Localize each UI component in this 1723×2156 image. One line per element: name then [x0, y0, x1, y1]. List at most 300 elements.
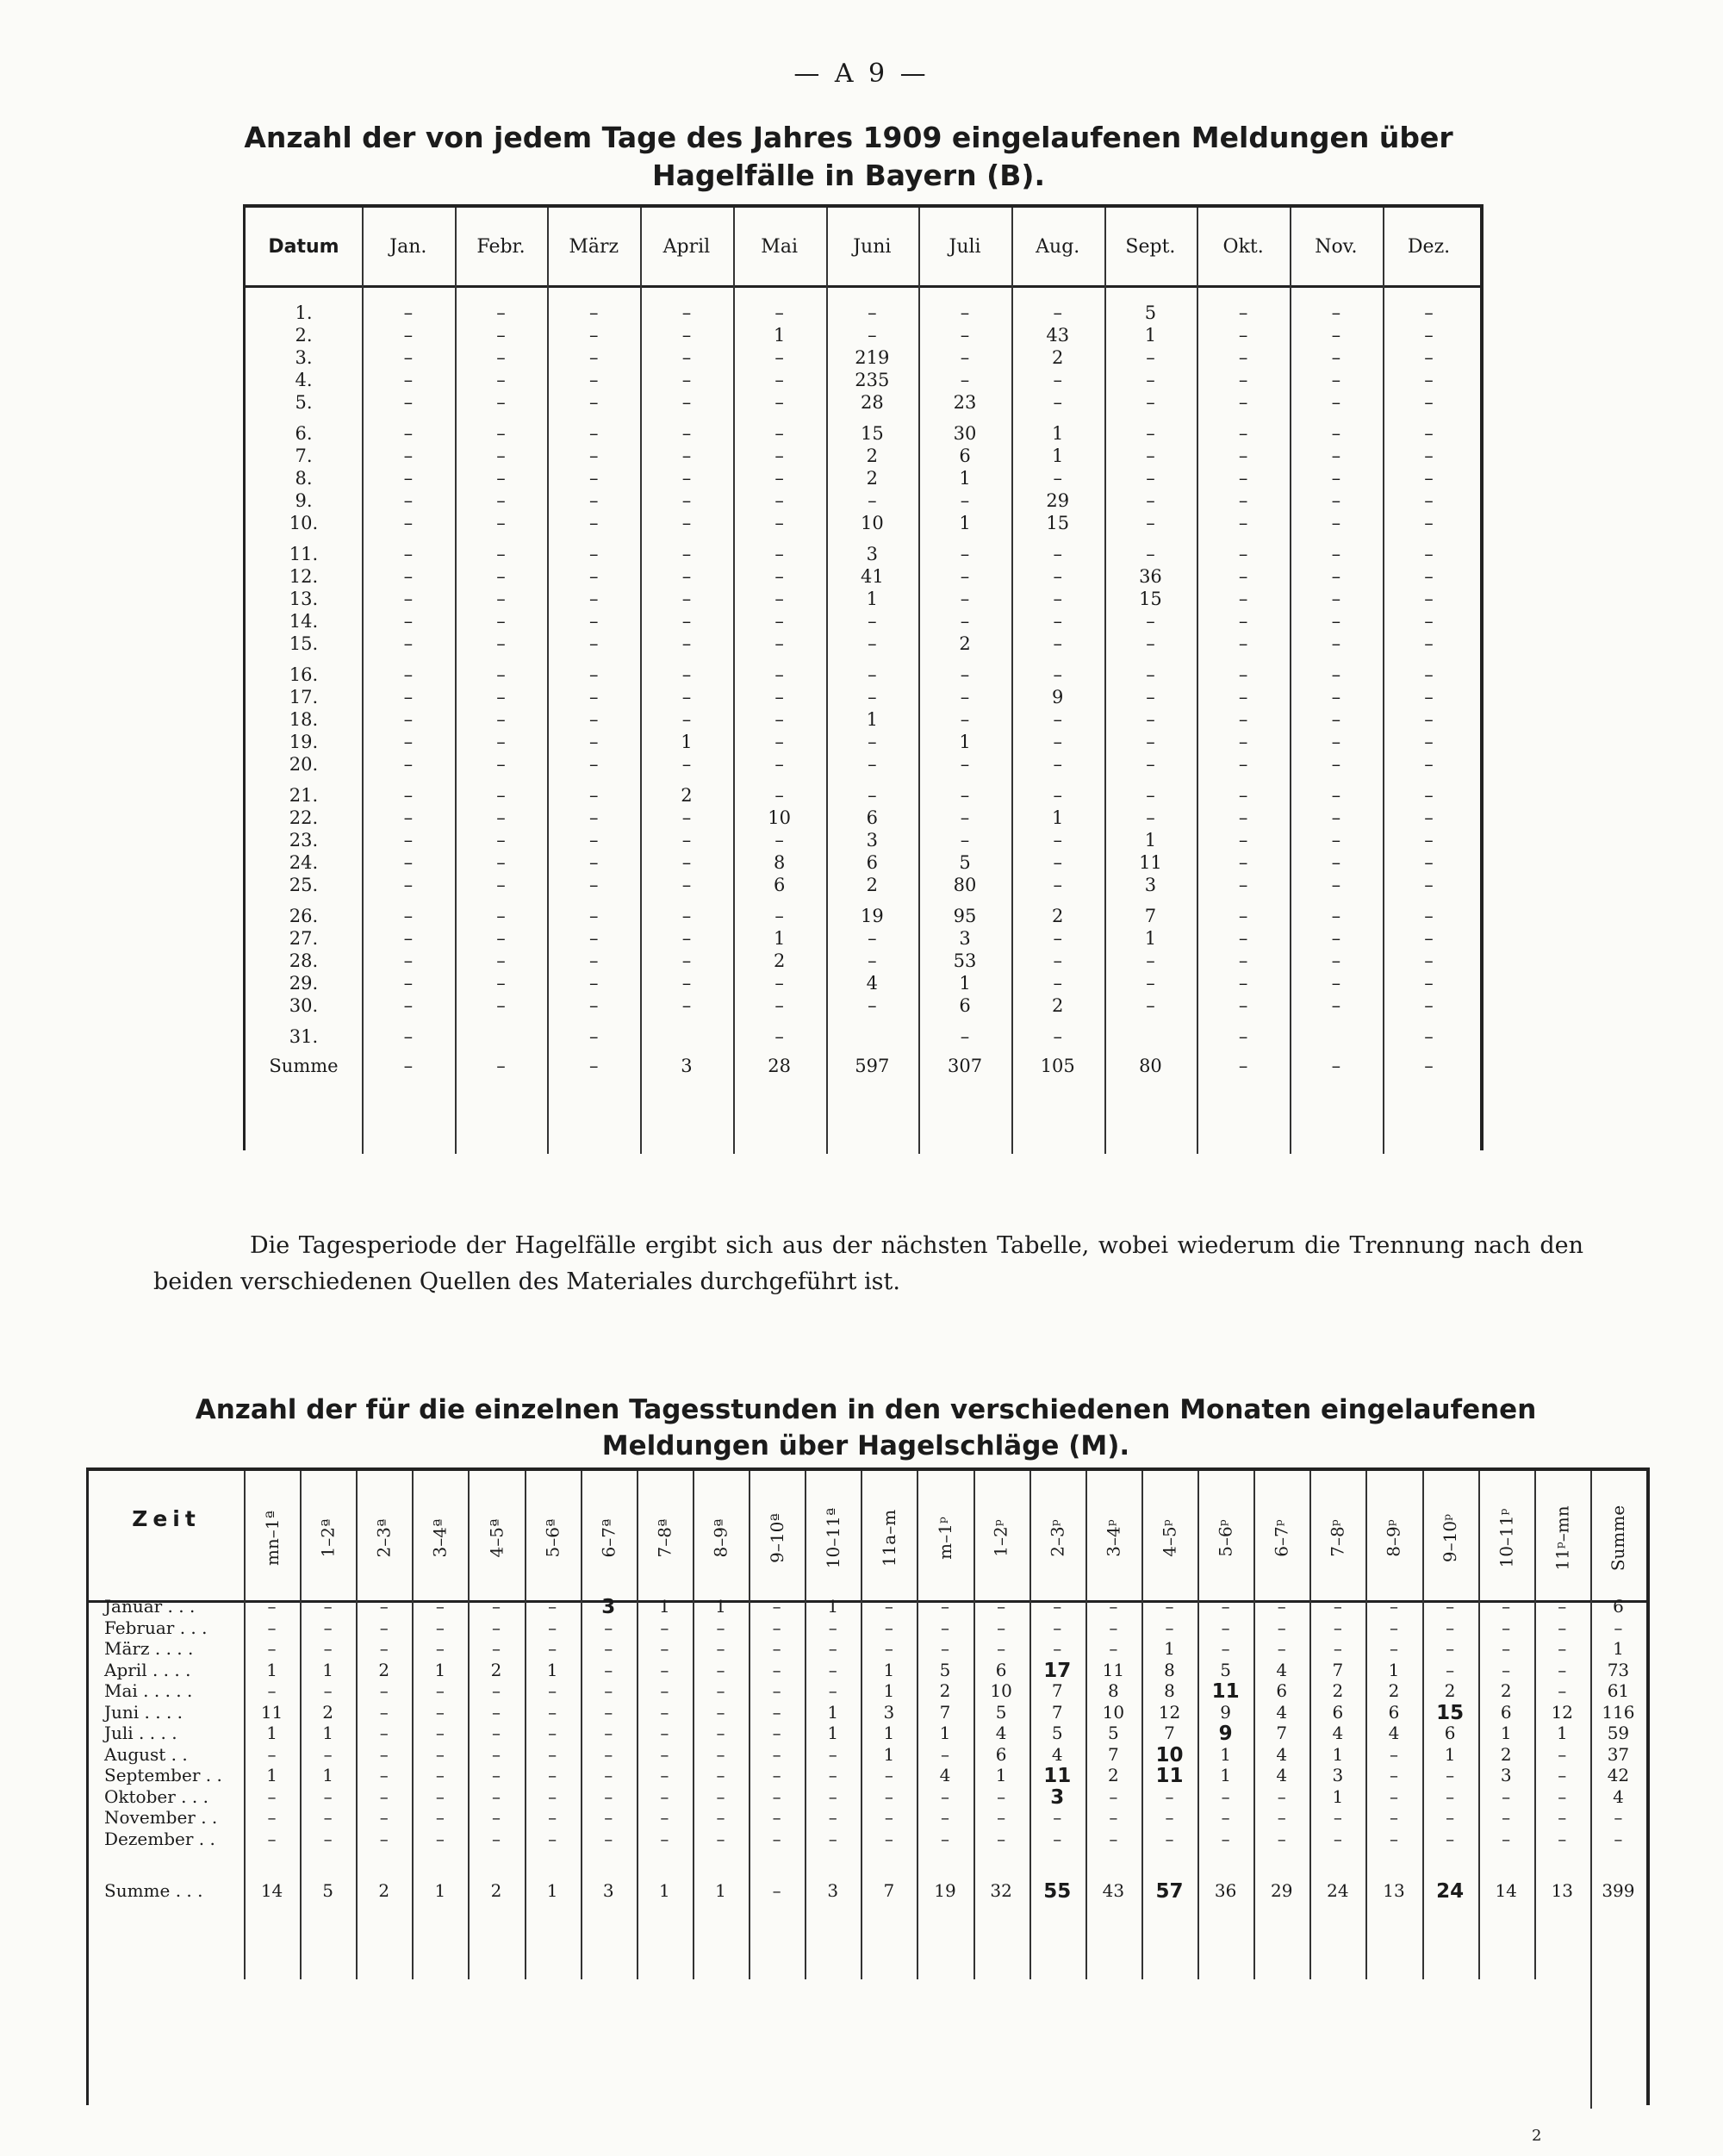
- month-label: Summe . . .: [104, 1880, 203, 1901]
- table-cell: –: [1053, 566, 1062, 587]
- table-cell: –: [548, 1765, 557, 1785]
- table-cell: 80: [1139, 1056, 1162, 1076]
- table-cell: –: [1331, 347, 1341, 368]
- table-cell: 1: [1144, 830, 1157, 851]
- table-cell: –: [1053, 709, 1062, 730]
- table-cell: –: [660, 1701, 669, 1723]
- table-cell: 3: [959, 928, 971, 949]
- table-cell: –: [435, 1785, 445, 1807]
- table-cell: –: [496, 950, 506, 971]
- table-cell: –: [588, 1056, 599, 1076]
- table-cell: –: [1389, 1765, 1398, 1785]
- table-cell: –: [997, 1807, 1006, 1828]
- table-cell: –: [1146, 785, 1155, 806]
- table-cell: –: [681, 302, 692, 323]
- table-cell: –: [774, 785, 784, 806]
- table-cell: –: [403, 875, 414, 895]
- table-cell: –: [403, 302, 414, 323]
- table-cell: 10: [768, 807, 791, 828]
- table-cell: –: [1238, 687, 1248, 707]
- table-cell: –: [403, 325, 414, 346]
- hour-label: 9–10ª: [766, 1513, 787, 1563]
- table-cell: 10: [1102, 1701, 1125, 1723]
- table-cell: –: [1053, 468, 1062, 489]
- table-cell: –: [1331, 325, 1341, 346]
- table-cell: –: [1238, 906, 1248, 926]
- table-cell: 10: [990, 1680, 1012, 1701]
- table-cell: –: [681, 973, 692, 994]
- table-cell: –: [774, 709, 784, 730]
- table-cell: –: [604, 1701, 613, 1723]
- table-cell: –: [772, 1638, 781, 1659]
- table-cell: –: [868, 490, 877, 511]
- table-cell: –: [496, 709, 506, 730]
- day-label: 24.: [289, 852, 319, 873]
- table-cell: –: [960, 664, 970, 685]
- table-cell: 3: [1500, 1765, 1512, 1785]
- table-cell: –: [403, 1056, 414, 1076]
- table-cell: 1: [659, 1880, 670, 1901]
- month-label: August . .: [104, 1743, 188, 1765]
- day-label: 5.: [295, 392, 313, 413]
- table-cell: –: [1238, 1026, 1248, 1047]
- table-cell: –: [588, 664, 599, 685]
- table-cell: –: [1446, 1659, 1455, 1680]
- day-label: 29.: [289, 973, 319, 994]
- table-cell: –: [604, 1743, 613, 1765]
- table-cell: –: [681, 468, 692, 489]
- table-cell: –: [588, 513, 599, 533]
- table-cell: –: [1238, 468, 1248, 489]
- table-cell: –: [681, 754, 692, 775]
- table-cell: –: [496, 928, 506, 949]
- table-cell: –: [940, 1828, 949, 1849]
- table-cell: –: [403, 544, 414, 564]
- table-cell: –: [403, 906, 414, 926]
- table-cell: –: [868, 754, 877, 775]
- table-cell: –: [1238, 611, 1248, 632]
- table1-header: [246, 208, 1480, 288]
- table-cell: –: [1331, 633, 1341, 654]
- table-cell: 14: [1495, 1880, 1517, 1901]
- day-label: 10.: [289, 513, 319, 533]
- table-cell: 13: [1551, 1880, 1574, 1901]
- table-cell: –: [716, 1723, 725, 1743]
- table-cell: 11: [1155, 1765, 1184, 1787]
- table-cell: –: [774, 906, 784, 926]
- hour-header: [1085, 1486, 1141, 1590]
- table-cell: 1: [434, 1880, 446, 1901]
- hour-label: 6–7ª: [598, 1518, 619, 1558]
- table-cell: –: [1053, 973, 1062, 994]
- day-label: 21.: [289, 785, 319, 806]
- day-label: 9.: [295, 490, 313, 511]
- table-cell: 7: [1107, 1743, 1119, 1765]
- table-cell: –: [1238, 302, 1248, 323]
- table-cell: –: [435, 1723, 445, 1743]
- table-cell: –: [1446, 1765, 1455, 1785]
- table-cell: 8: [1164, 1680, 1175, 1701]
- table-cell: –: [379, 1680, 389, 1701]
- table-cell: 1: [866, 709, 879, 730]
- table-cell: –: [772, 1807, 781, 1828]
- table-hourly-hail-reports: [86, 1467, 1650, 2105]
- table-cell: –: [868, 687, 877, 707]
- table-cell: 1: [1332, 1785, 1344, 1807]
- table-cell: –: [496, 392, 506, 413]
- table-cell: –: [588, 589, 599, 609]
- month-header: Jan.: [389, 235, 427, 258]
- table-cell: –: [379, 1596, 389, 1617]
- table-cell: –: [588, 754, 599, 775]
- table-cell: –: [379, 1701, 389, 1723]
- day-label: 6.: [295, 423, 313, 444]
- table-cell: –: [960, 347, 970, 368]
- table-cell: –: [1109, 1828, 1118, 1849]
- table-cell: 1: [266, 1765, 277, 1785]
- table-cell: –: [604, 1765, 613, 1785]
- table-cell: –: [379, 1617, 389, 1638]
- table-cell: –: [1331, 973, 1341, 994]
- month-header: Juli: [949, 235, 981, 258]
- table-cell: –: [772, 1659, 781, 1680]
- table-cell: –: [403, 830, 414, 851]
- table-cell: –: [960, 785, 970, 806]
- table-cell: 8: [773, 852, 786, 873]
- table-cell: –: [997, 1638, 1006, 1659]
- table-cell: –: [884, 1638, 893, 1659]
- table-cell: –: [774, 589, 784, 609]
- table-cell: 6: [1500, 1701, 1512, 1723]
- table-cell: –: [1165, 1617, 1174, 1638]
- table-cell: 29: [1046, 490, 1070, 511]
- table-cell: –: [774, 1026, 784, 1047]
- table-cell: 1: [827, 1701, 839, 1723]
- table-cell: –: [1146, 513, 1155, 533]
- table-cell: –: [323, 1617, 333, 1638]
- table-cell: 1: [1052, 807, 1064, 828]
- table-cell: 2: [1052, 906, 1064, 926]
- table-cell: 42: [1607, 1765, 1630, 1785]
- table-cell: –: [1109, 1785, 1118, 1807]
- table-cell: 7: [1051, 1701, 1063, 1723]
- table-cell: –: [1424, 446, 1434, 466]
- table-cell: –: [496, 611, 506, 632]
- month-label: November . .: [104, 1807, 218, 1828]
- table-cell: –: [588, 468, 599, 489]
- hour-label: 11ᵖ–mn: [1552, 1505, 1573, 1571]
- table-cell: –: [588, 709, 599, 730]
- table-cell: –: [588, 423, 599, 444]
- table-cell: –: [1238, 544, 1248, 564]
- hour-header: [1478, 1486, 1534, 1590]
- table-cell: –: [323, 1828, 333, 1849]
- table-cell: –: [1277, 1807, 1286, 1828]
- table-cell: –: [496, 687, 506, 707]
- table-cell: 1: [959, 468, 971, 489]
- table-cell: –: [435, 1807, 445, 1828]
- table-cell: –: [403, 687, 414, 707]
- table-cell: –: [660, 1765, 669, 1785]
- table-cell: 53: [953, 950, 977, 971]
- table-cell: –: [1331, 852, 1341, 873]
- table-cell: –: [1053, 830, 1062, 851]
- hour-label: 4–5ᵖ: [1159, 1519, 1180, 1557]
- table-cell: 3: [681, 1056, 693, 1076]
- table-cell: –: [716, 1680, 725, 1701]
- table-cell: –: [1424, 513, 1434, 533]
- table-cell: –: [1446, 1617, 1455, 1638]
- table-cell: –: [1424, 687, 1434, 707]
- table-cell: –: [774, 347, 784, 368]
- table-cell: –: [681, 611, 692, 632]
- table-cell: –: [588, 950, 599, 971]
- table-cell: –: [496, 544, 506, 564]
- table-cell: –: [604, 1617, 613, 1638]
- table-cell: –: [940, 1785, 949, 1807]
- table-cell: –: [1146, 754, 1155, 775]
- table-cell: 6: [866, 807, 879, 828]
- table-cell: –: [435, 1743, 445, 1765]
- table-cell: –: [1424, 830, 1434, 851]
- table-cell: 11: [1139, 852, 1162, 873]
- day-label: 31.: [289, 1026, 319, 1047]
- month-header: April: [662, 235, 711, 258]
- table-cell: –: [681, 995, 692, 1016]
- table-cell: –: [1331, 392, 1341, 413]
- table-cell: –: [772, 1785, 781, 1807]
- hour-header: [1197, 1486, 1253, 1590]
- table-cell: –: [1558, 1617, 1567, 1638]
- day-label: 19.: [289, 732, 319, 752]
- table-cell: –: [496, 830, 506, 851]
- day-label: Summe: [269, 1056, 339, 1076]
- table-cell: –: [1389, 1638, 1398, 1659]
- table-cell: –: [492, 1828, 501, 1849]
- hour-label: 3–4ᵖ: [1103, 1519, 1124, 1557]
- table-cell: 6: [995, 1743, 1007, 1765]
- table-cell: –: [774, 302, 784, 323]
- table-cell: –: [1331, 370, 1341, 390]
- day-label: 25.: [289, 875, 319, 895]
- table-cell: 105: [1040, 1056, 1075, 1076]
- table-cell: –: [681, 325, 692, 346]
- table-cell: –: [868, 995, 877, 1016]
- table-cell: –: [1238, 633, 1248, 654]
- table-cell: –: [1333, 1807, 1342, 1828]
- table-cell: –: [868, 611, 877, 632]
- table-cell: –: [403, 973, 414, 994]
- table-cell: –: [681, 423, 692, 444]
- day-label: 17.: [289, 687, 319, 707]
- table-cell: 1: [681, 732, 693, 752]
- table-cell: –: [660, 1617, 669, 1638]
- table-cell: –: [868, 325, 877, 346]
- table-cell: –: [1424, 589, 1434, 609]
- table-cell: –: [403, 950, 414, 971]
- table-cell: –: [1277, 1638, 1286, 1659]
- table-cell: –: [1277, 1596, 1286, 1617]
- table-cell: –: [403, 852, 414, 873]
- hour-label: 4–5ª: [486, 1518, 507, 1558]
- table-cell: –: [1424, 325, 1434, 346]
- table-cell: –: [496, 302, 506, 323]
- table-cell: –: [1558, 1765, 1567, 1785]
- table-cell: –: [1053, 852, 1062, 873]
- table-cell: –: [774, 732, 784, 752]
- table-cell: 36: [1214, 1880, 1237, 1901]
- table-cell: 7: [1332, 1659, 1344, 1680]
- table-cell: –: [548, 1743, 557, 1765]
- table-cell: –: [1053, 611, 1062, 632]
- table-cell: –: [1238, 973, 1248, 994]
- table-cell: –: [548, 1638, 557, 1659]
- table-cell: –: [884, 1807, 893, 1828]
- table-cell: 3: [1332, 1765, 1344, 1785]
- table-cell: 2: [490, 1880, 502, 1901]
- table-cell: –: [403, 995, 414, 1016]
- table-cell: 15: [1139, 589, 1162, 609]
- table-cell: –: [772, 1723, 781, 1743]
- table-cell: –: [828, 1765, 837, 1785]
- table-cell: 29: [1270, 1880, 1293, 1901]
- table-cell: –: [604, 1807, 613, 1828]
- table-cell: –: [1109, 1596, 1118, 1617]
- table-cell: 24: [1327, 1880, 1349, 1901]
- table-cell: –: [1389, 1596, 1398, 1617]
- table-cell: –: [1446, 1596, 1455, 1617]
- table-cell: 1: [1144, 325, 1157, 346]
- table-cell: –: [403, 490, 414, 511]
- table-cell: –: [940, 1617, 949, 1638]
- table-cell: –: [1238, 423, 1248, 444]
- hour-header: [1365, 1486, 1421, 1590]
- table-cell: –: [588, 785, 599, 806]
- table-cell: –: [403, 423, 414, 444]
- hour-label: 9–10ᵖ: [1440, 1513, 1461, 1563]
- table-cell: –: [828, 1680, 837, 1701]
- day-label: 3.: [295, 347, 313, 368]
- table-cell: –: [774, 446, 784, 466]
- hour-label: 2–3ᵖ: [1047, 1519, 1068, 1557]
- table-cell: –: [774, 490, 784, 511]
- table-cell: –: [604, 1828, 613, 1849]
- table-cell: –: [1165, 1785, 1174, 1807]
- table-cell: –: [1389, 1828, 1398, 1849]
- table-cell: –: [960, 566, 970, 587]
- table-cell: 1: [1388, 1659, 1400, 1680]
- table-cell: –: [1424, 754, 1434, 775]
- table-cell: –: [1424, 490, 1434, 511]
- table-cell: –: [774, 687, 784, 707]
- table-cell: –: [588, 732, 599, 752]
- table-cell: –: [1331, 566, 1341, 587]
- table-cell: –: [772, 1701, 781, 1723]
- table-cell: 80: [953, 875, 977, 895]
- table-cell: –: [1165, 1596, 1174, 1617]
- table-cell: 4: [1051, 1743, 1063, 1765]
- table-cell: –: [1053, 302, 1062, 323]
- hour-label: 1–2ª: [317, 1518, 339, 1558]
- table-cell: –: [1238, 928, 1248, 949]
- hour-label: 11a–m: [878, 1509, 899, 1567]
- table-cell: –: [492, 1680, 501, 1701]
- table-cell: 116: [1602, 1701, 1635, 1723]
- table-cell: 9: [1220, 1701, 1231, 1723]
- table-cell: 7: [883, 1880, 895, 1901]
- table-cell: –: [1331, 830, 1341, 851]
- table-cell: –: [1053, 1596, 1062, 1617]
- table-cell: –: [681, 709, 692, 730]
- table-cell: –: [435, 1680, 445, 1701]
- table-cell: –: [1502, 1596, 1511, 1617]
- table-cell: –: [496, 664, 506, 685]
- table-cell: 2: [866, 446, 879, 466]
- table-cell: –: [492, 1723, 501, 1743]
- table-cell: 307: [947, 1056, 983, 1076]
- table-cell: –: [716, 1617, 725, 1638]
- table-cell: –: [997, 1785, 1006, 1807]
- day-label: 27.: [289, 928, 319, 949]
- table-cell: –: [960, 490, 970, 511]
- table-cell: –: [1424, 611, 1434, 632]
- day-label: 16.: [289, 664, 319, 685]
- table-cell: –: [588, 325, 599, 346]
- table-cell: –: [1331, 950, 1341, 971]
- table-cell: 5: [1051, 1723, 1063, 1743]
- table-cell: –: [1558, 1596, 1567, 1617]
- table-cell: –: [960, 1026, 970, 1047]
- hour-header: [1309, 1486, 1365, 1590]
- table-cell: –: [1558, 1680, 1567, 1701]
- table-cell: 6: [1276, 1680, 1288, 1701]
- table-cell: 6: [773, 875, 786, 895]
- table-cell: 1: [1220, 1743, 1231, 1765]
- table-cell: –: [1424, 1026, 1434, 1047]
- table-cell: 4: [1276, 1765, 1288, 1785]
- table-cell: –: [1331, 875, 1341, 895]
- table-cell: 19: [860, 906, 884, 926]
- table-cell: –: [660, 1743, 669, 1765]
- table-cell: –: [588, 687, 599, 707]
- table-cell: –: [1502, 1828, 1511, 1849]
- table-cell: 6: [866, 852, 879, 873]
- table-cell: 4: [1613, 1785, 1624, 1807]
- hour-header: [749, 1486, 805, 1590]
- table-cell: 4: [866, 973, 879, 994]
- table-cell: –: [681, 446, 692, 466]
- table-cell: –: [774, 611, 784, 632]
- table-cell: –: [716, 1785, 725, 1807]
- table-cell: –: [1238, 807, 1248, 828]
- table-cell: –: [1146, 664, 1155, 685]
- table-cell: –: [1331, 611, 1341, 632]
- table-cell: –: [960, 807, 970, 828]
- table-cell: –: [774, 544, 784, 564]
- table-cell: –: [496, 423, 506, 444]
- table-cell: –: [492, 1617, 501, 1638]
- table-cell: –: [1424, 1056, 1434, 1076]
- table-cell: –: [548, 1617, 557, 1638]
- table-cell: –: [1389, 1807, 1398, 1828]
- table-cell: 219: [855, 347, 890, 368]
- table-cell: –: [960, 370, 970, 390]
- hour-label: 8–9ᵖ: [1383, 1519, 1404, 1557]
- table-cell: –: [1053, 950, 1062, 971]
- table-cell: –: [1331, 490, 1341, 511]
- month-label: Februar . . .: [104, 1617, 208, 1638]
- table-cell: –: [492, 1765, 501, 1785]
